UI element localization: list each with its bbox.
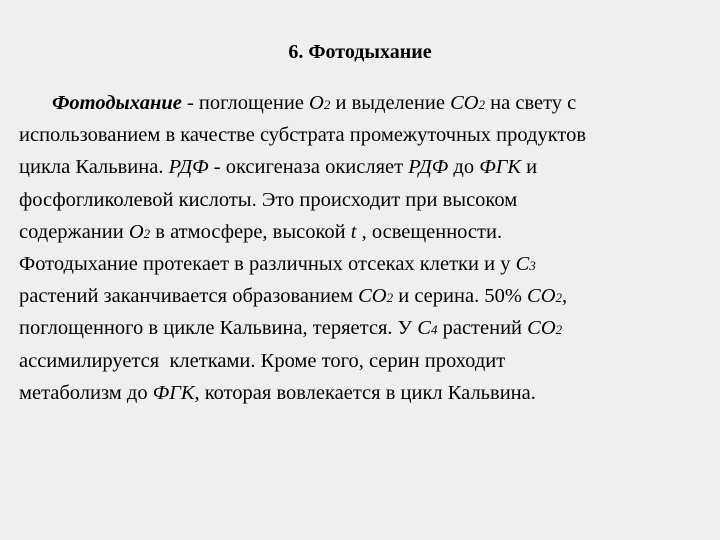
formula-subscript: 2 xyxy=(555,322,563,338)
paragraph-line-4 xyxy=(19,184,699,216)
term-photorespiration: Фотодыхание xyxy=(52,92,182,114)
formula-o2: О xyxy=(309,92,324,114)
text-segment: Фотодыхание протекает в различных отсеках клетки и у xyxy=(19,252,516,275)
abbr-fgk: ФГК xyxy=(479,156,521,179)
abbr-rdf: РДФ xyxy=(408,156,449,179)
formula-subscript: 2 xyxy=(555,290,563,306)
text-segment: - поглощение xyxy=(181,92,310,114)
text-segment: которая вовлекается в цикл Кальвина. xyxy=(199,381,536,404)
formula-subscript: 3 xyxy=(529,257,536,273)
abbr-fgk: ФГК, xyxy=(152,381,200,404)
paragraph-line-2 xyxy=(19,119,699,151)
paragraph-line-6 xyxy=(19,248,699,280)
paragraph-line-3 xyxy=(19,151,699,183)
formula-c3: С xyxy=(515,252,530,275)
text-segment: растений xyxy=(437,317,528,340)
paragraph-line-7 xyxy=(19,280,699,312)
text-segment: до xyxy=(448,156,480,179)
text-segment: и xyxy=(520,156,538,179)
formula-co2: СО xyxy=(450,92,479,114)
text-segment: - оксигеназа окисляет xyxy=(208,156,409,179)
formula-subscript: 2 xyxy=(478,97,486,112)
text-segment: фосфогликолевой кислоты. Это происходит при высоком xyxy=(19,188,518,211)
formula-co2: СО xyxy=(527,285,556,308)
text-segment: , xyxy=(562,285,568,308)
text-segment: содержании xyxy=(19,220,129,243)
text-segment: на свету с xyxy=(485,92,577,114)
text-segment: цикла Кальвина. xyxy=(19,156,169,179)
formula-subscript: 4 xyxy=(430,322,438,338)
paragraph-line-1 xyxy=(19,87,699,119)
text-segment: растений заканчивается образованием xyxy=(19,285,359,308)
text-segment: и серина. 50% xyxy=(393,285,528,308)
text-segment: в атмосфере, высокой xyxy=(150,220,351,243)
slide-title: 6. Фотодыхание xyxy=(288,41,432,63)
formula-co2: СО xyxy=(527,317,556,340)
text-segment: , освещенности. xyxy=(356,220,503,243)
paragraph-line-10 xyxy=(19,377,699,409)
text-segment: использованием в качестве субстрата промежуточных продуктов xyxy=(19,124,587,147)
formula-subscript: 2 xyxy=(386,290,394,306)
formula-o2: О xyxy=(128,220,144,243)
paragraph-line-5 xyxy=(19,216,699,248)
text-segment: метаболизм до xyxy=(19,381,153,404)
body-paragraph xyxy=(19,87,699,409)
formula-subscript: 2 xyxy=(323,97,331,112)
paragraph-line-9 xyxy=(19,345,699,377)
variable-temperature: t xyxy=(350,220,357,243)
abbr-rdf: РДФ xyxy=(168,156,209,179)
text-segment: и выделение xyxy=(330,92,451,114)
paragraph-line-8 xyxy=(19,312,699,344)
text-segment: ассимилируется клетками. Кроме того, серин проходит xyxy=(19,349,506,372)
formula-subscript: 2 xyxy=(143,225,151,241)
text-segment: поглощенного в цикле Кальвина, теряется. У xyxy=(19,317,418,340)
formula-co2: СО xyxy=(358,285,387,308)
formula-c4: С xyxy=(417,317,431,340)
